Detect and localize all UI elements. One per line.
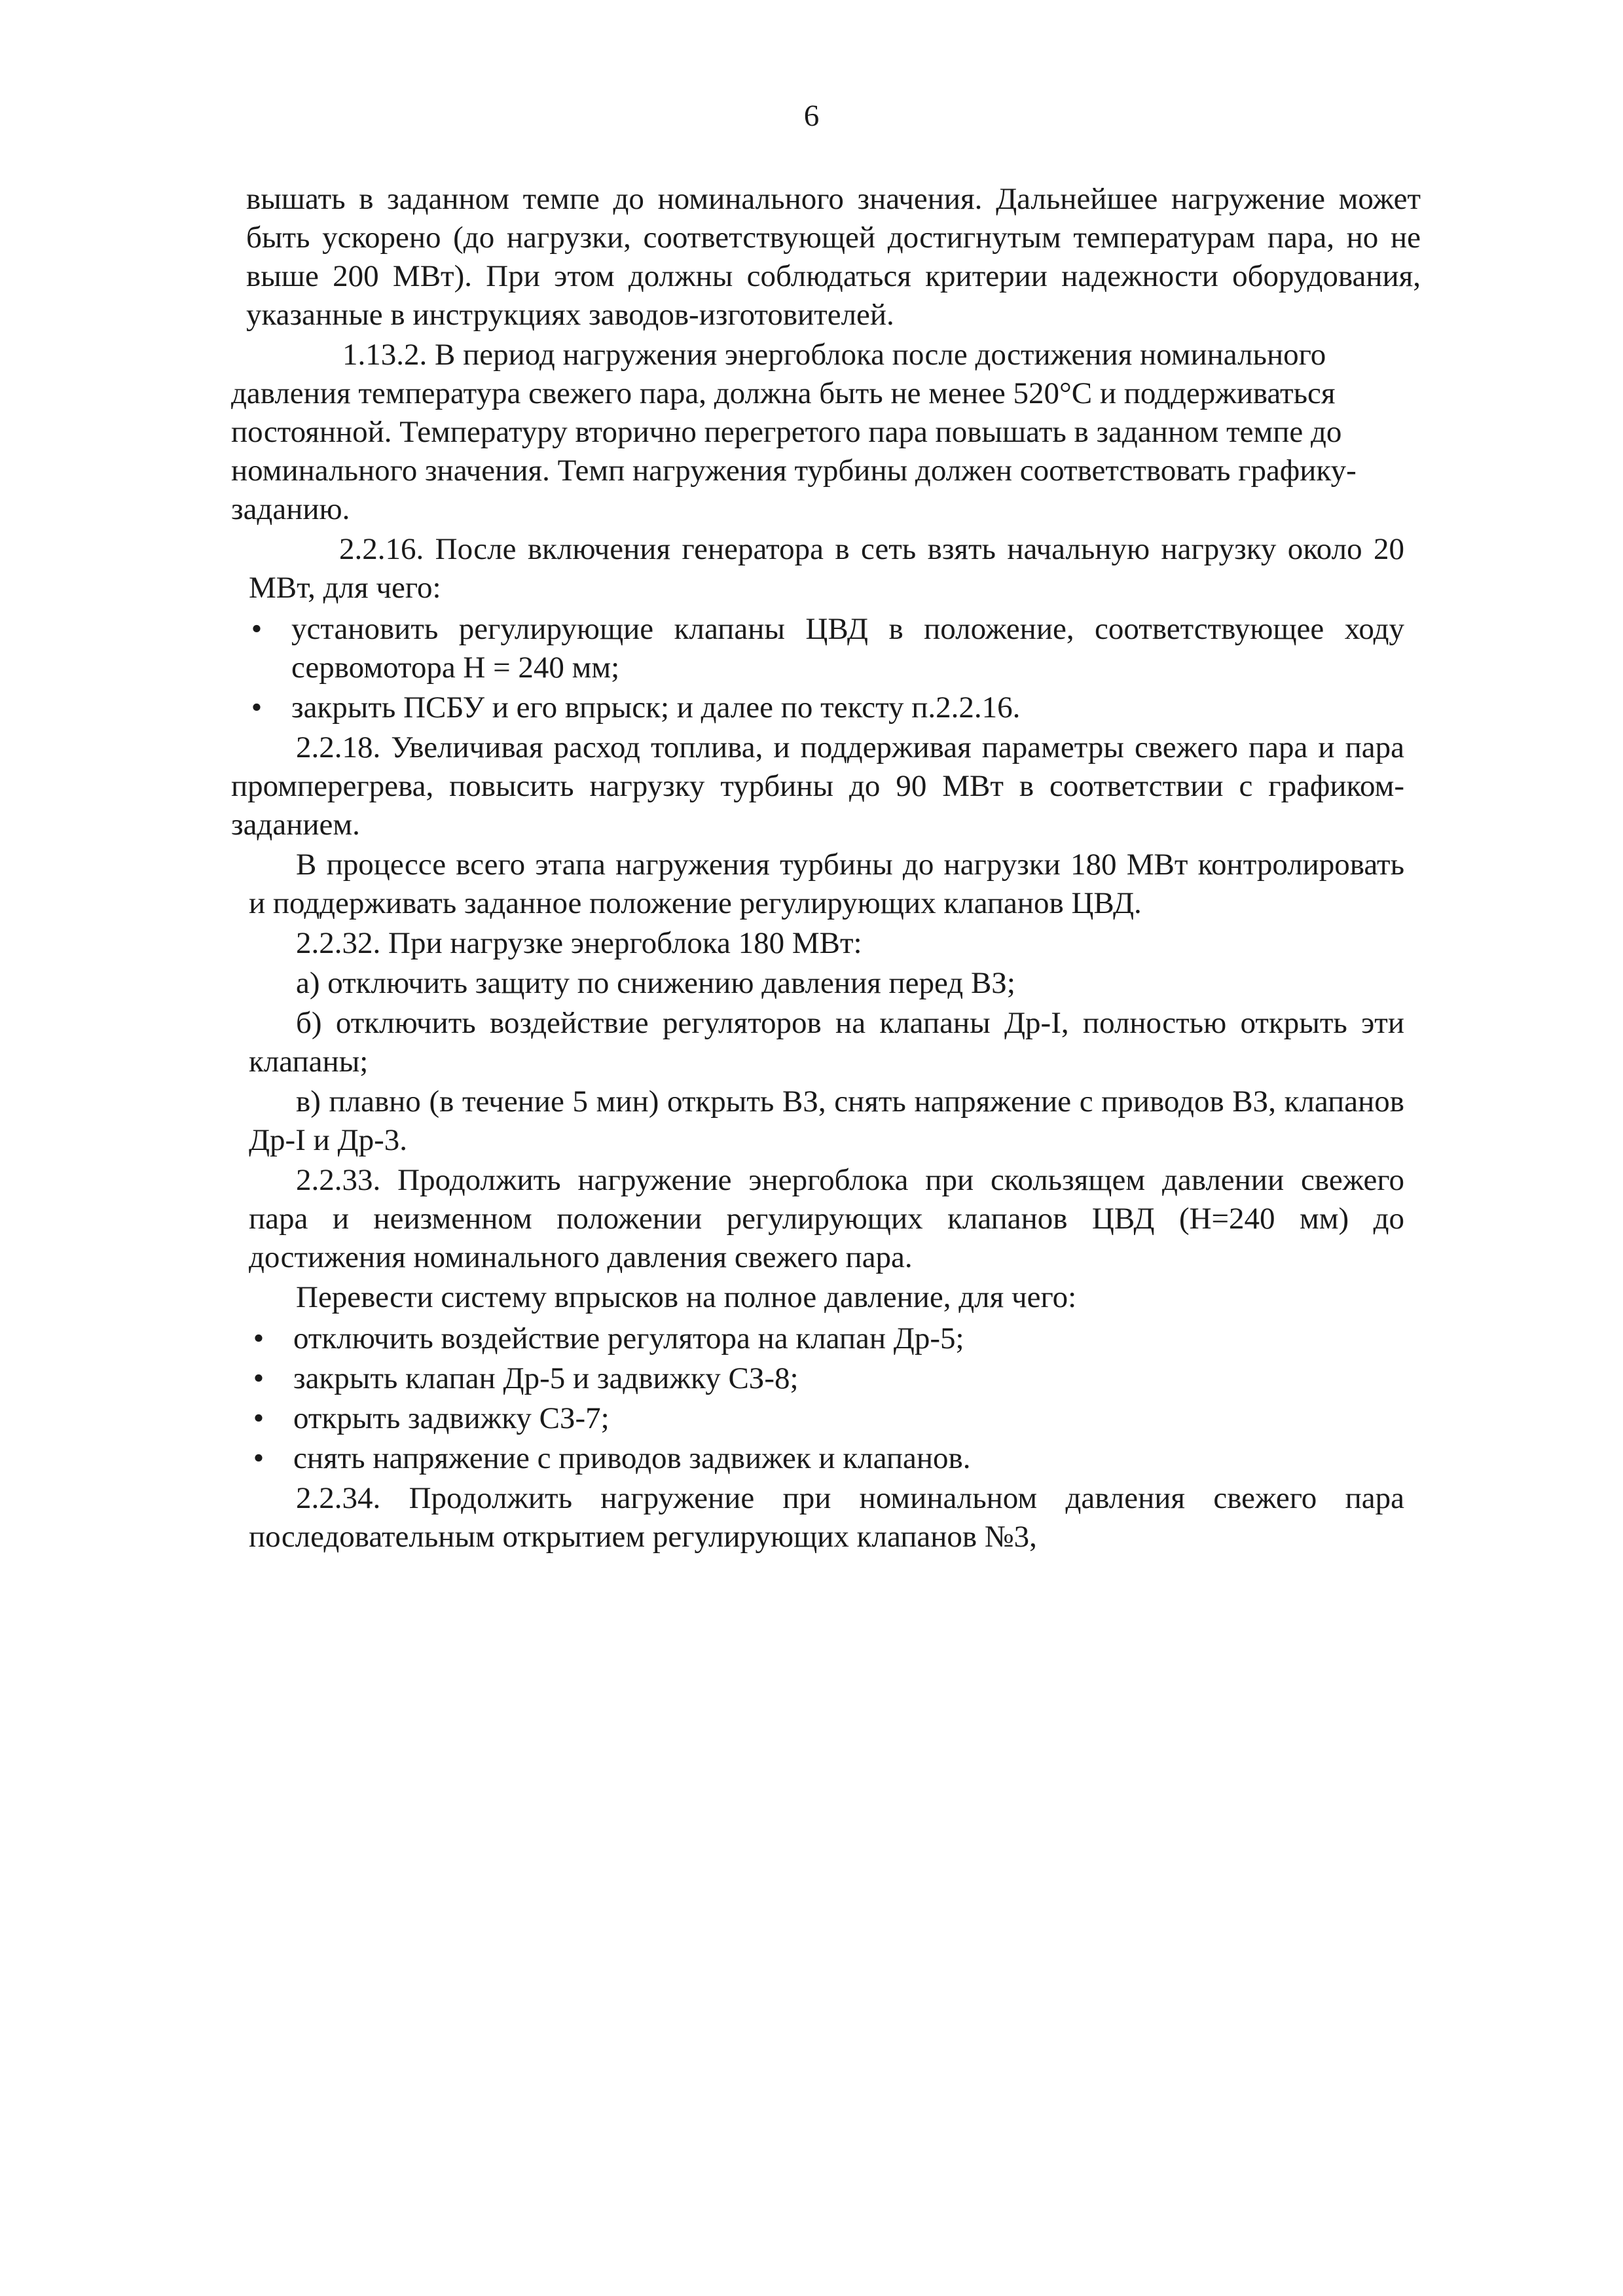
paragraph-2-2-18: 2.2.18. Увеличивая расход топлива, и поддерживая параметры свежего пара и пара промперегрева, повысить нагрузку турбины до 90 МВт в соответствии с графиком-заданием. <box>231 730 1404 842</box>
list-item <box>251 610 1404 687</box>
list-item <box>253 1439 1406 1478</box>
paragraph-item-v: в) плавно (в течение 5 мин) открыть ВЗ, снять напряжение с приводов ВЗ, клапанов Др-I и Др-3. <box>249 1085 1404 1157</box>
bullet-icon: • <box>251 691 263 725</box>
list-item <box>253 1399 1406 1438</box>
list-item-text: открыть задвижку СЗ-7; <box>293 1401 610 1435</box>
bullet-icon: • <box>251 612 263 646</box>
paragraph-item-b: б) отключить воздействие регуляторов на клапаны Др-I, полностью открыть эти клапаны; <box>249 1006 1404 1079</box>
list-item-text: установить регулирующие клапаны ЦВД в положение, соответствующее ходу сервомотора Н = 240 мм; <box>291 612 1404 685</box>
bullet-icon: • <box>253 1361 264 1395</box>
bullet-icon: • <box>253 1441 264 1475</box>
paragraph-2-2-33: 2.2.33. Продолжить нагружение энергоблока при скользящем давлении свежего пара и неизменном положении регулирующих клапанов ЦВД (Н=240 мм) до достижения номинального давления свежего пара. <box>249 1163 1404 1274</box>
list-item <box>253 1359 1406 1398</box>
paragraph-2-2-32: 2.2.32. При нагрузке энергоблока 180 МВт: <box>296 926 862 960</box>
paragraph-1-13-2: 1.13.2. В период нагружения энергоблока после достижения номинального давления температура свежего пара, должна быть не менее 520°С и поддерживаться постоянной. Температуру вторично перегретого пара повышать в заданном темпе до номинального значения. Темп нагружения турбины должен соответствовать графику-заданию. <box>231 338 1357 526</box>
paragraph-item-a: а) отключить защиту по снижению давления перед ВЗ; <box>296 966 1015 1000</box>
list-item-text: закрыть ПСБУ и его впрыск; и далее по тексту п.2.2.16. <box>291 691 1021 725</box>
list-item-text: снять напряжение с приводов задвижек и клапанов. <box>293 1441 971 1475</box>
bullet-list-transfer <box>0 1319 1623 1478</box>
page-number: 6 <box>803 99 820 133</box>
list-item <box>253 1319 1406 1358</box>
bullet-icon: • <box>253 1401 264 1435</box>
list-item <box>251 689 1404 727</box>
list-item-text: закрыть клапан Др-5 и задвижку СЗ-8; <box>293 1361 799 1395</box>
paragraph-2-2-16: 2.2.16. После включения генератора в сеть взять начальную нагрузку около 20 МВт, для чего: <box>249 532 1404 605</box>
paragraph-transfer: Перевести систему впрысков на полное давление, для чего: <box>296 1280 1077 1314</box>
paragraph-2-2-34: 2.2.34. Продолжить нагружение при номинальном давления свежего пара последовательным открытием регулирующих клапанов №3, <box>249 1481 1404 1554</box>
document-body <box>0 180 1623 1556</box>
list-item-text: отключить воздействие регулятора на клапан Др-5; <box>293 1321 964 1355</box>
bullet-icon: • <box>253 1321 264 1355</box>
bullet-list-2-2-16 <box>0 610 1623 727</box>
paragraph-continuation: вышать в заданном темпе до номинального значения. Дальнейшее нагружение может быть ускорено (до нагрузки, соответствующей достигнутым температурам пара, но не выше 200 МВт). При этом должны соблюдаться критерии надежности оборудования, указанные в инструкциях заводов-изготовителей. <box>246 182 1421 332</box>
paragraph-process: В процессе всего этапа нагружения турбины до нагрузки 180 МВт контролировать и поддерживать заданное положение регулирующих клапанов ЦВД. <box>249 848 1404 920</box>
